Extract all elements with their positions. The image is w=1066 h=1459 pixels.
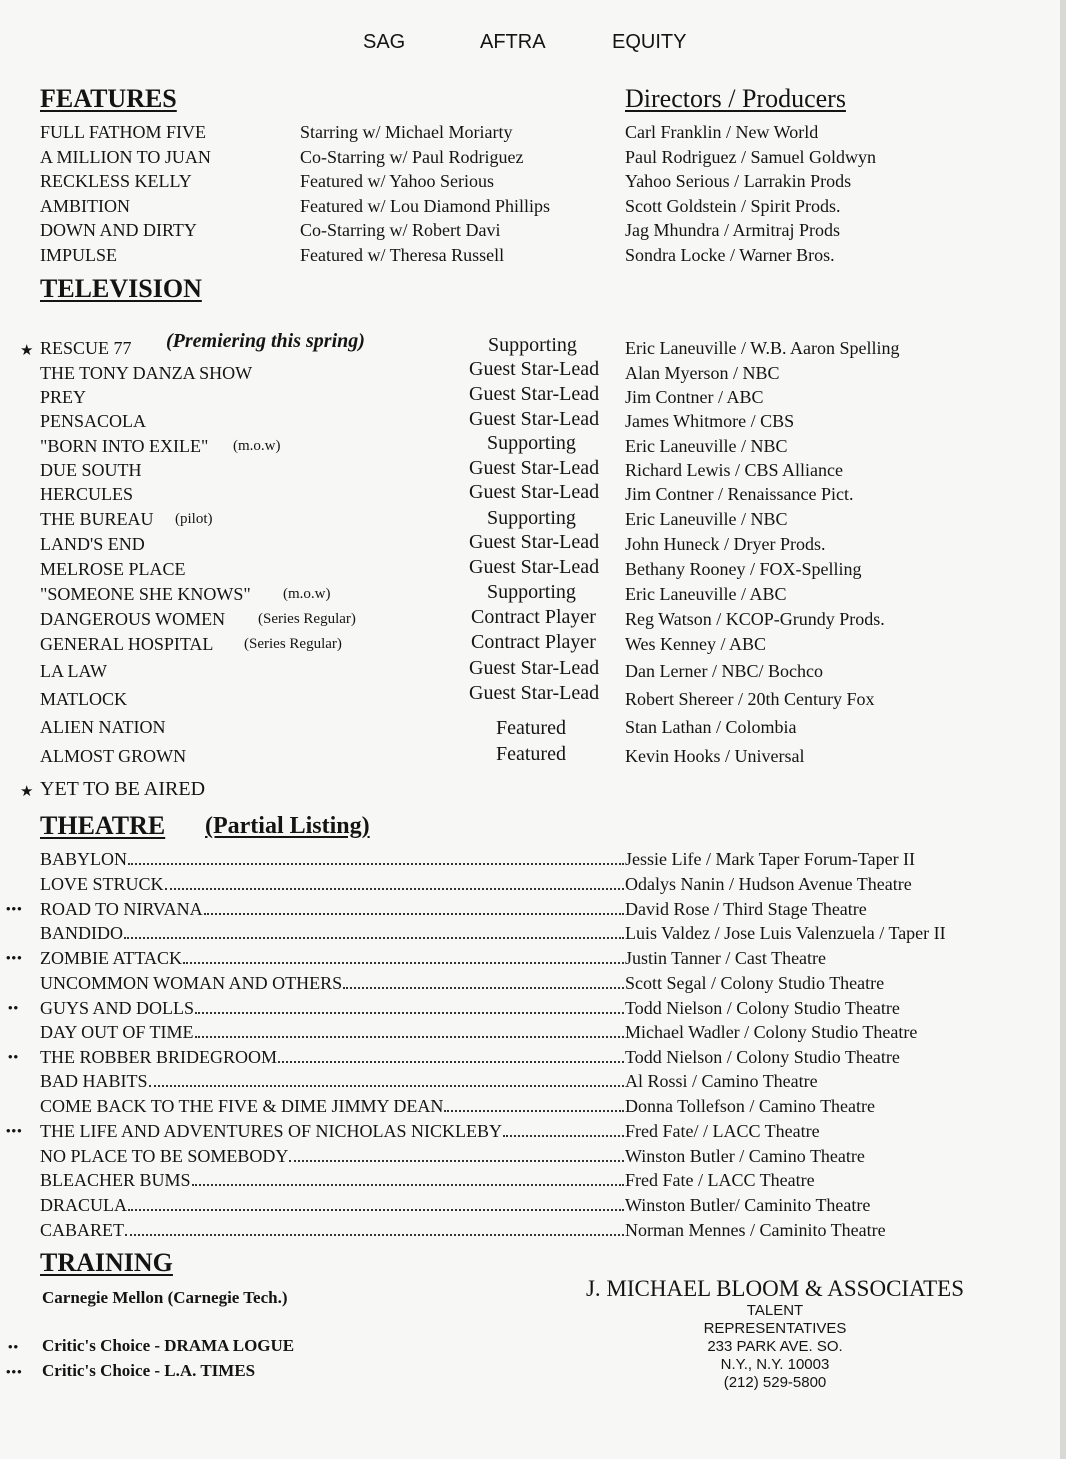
theatre-row — [40, 997, 625, 1019]
tv-title: DUE SOUTH — [40, 460, 142, 480]
theatre-director: Winston Butler / Camino Theatre — [625, 1146, 865, 1166]
dot-leader — [192, 1184, 624, 1186]
tv-title: ALIEN NATION — [40, 717, 166, 737]
critic-mark: ••• — [6, 901, 23, 916]
award-la-times: Critic's Choice - L.A. TIMES — [42, 1361, 256, 1380]
feature-title: DOWN AND DIRTY — [40, 220, 197, 240]
tv-director: James Whitmore / CBS — [625, 411, 795, 431]
tv-role: Featured — [496, 717, 566, 739]
tv-role: Guest Star-Lead — [469, 457, 600, 479]
tv-title: "BORN INTO EXILE" — [40, 436, 209, 456]
tv-title: THE BUREAU — [40, 509, 154, 529]
theatre-row — [40, 1095, 625, 1117]
tv-director: Kevin Hooks / Universal — [625, 746, 805, 766]
feature-director: Jag Mhundra / Armitraj Prods — [625, 220, 840, 240]
theatre-title: UNCOMMON WOMAN AND OTHERS — [40, 973, 343, 993]
agency-phone: (212) 529-5800 — [723, 1374, 827, 1391]
theatre-subheading: (Partial Listing) — [205, 813, 370, 839]
theatre-row — [40, 1219, 625, 1241]
theatre-director: Fred Fate / LACC Theatre — [625, 1170, 815, 1190]
theatre-title: THE LIFE AND ADVENTURES OF NICHOLAS NICKLEBY — [40, 1121, 502, 1141]
directors-producers-heading: Directors / Producers — [625, 84, 846, 113]
theatre-title: COME BACK TO THE FIVE & DIME JIMMY DEAN — [40, 1096, 444, 1116]
theatre-title: NO PLACE TO BE SOMEBODY — [40, 1146, 289, 1166]
dot-leader — [444, 1110, 624, 1112]
tv-director: Eric Laneuville / NBC — [625, 509, 788, 529]
tv-director: Dan Lerner / NBC/ Bochco — [625, 661, 823, 681]
tv-title: DANGEROUS WOMEN — [40, 609, 226, 629]
theatre-director: Al Rossi / Camino Theatre — [625, 1071, 818, 1091]
tv-director: Eric Laneuville / ABC — [625, 584, 787, 604]
feature-role: Featured w/ Yahoo Serious — [300, 171, 494, 191]
tv-note: (Series Regular) — [244, 636, 342, 652]
theatre-row — [40, 1145, 625, 1167]
tv-director: Reg Watson / KCOP-Grundy Prods. — [625, 609, 885, 629]
theatre-director: Michael Wadler / Colony Studio Theatre — [625, 1022, 918, 1042]
tv-role: Guest Star-Lead — [469, 657, 600, 679]
tv-title: THE TONY DANZA SHOW — [40, 363, 253, 383]
critic-mark: ••• — [6, 1123, 23, 1138]
training-heading: TRAINING — [40, 1248, 173, 1277]
theatre-title: CABARET — [40, 1220, 125, 1240]
dot-leader — [128, 1209, 624, 1211]
feature-director: Paul Rodriguez / Samuel Goldwyn — [625, 147, 876, 167]
theatre-title: GUYS AND DOLLS — [40, 998, 195, 1018]
tv-title: LAND'S END — [40, 534, 145, 554]
feature-role: Featured w/ Theresa Russell — [300, 245, 505, 265]
television-heading: TELEVISION — [40, 274, 202, 303]
award-drama-logue: Critic's Choice - DRAMA LOGUE — [42, 1336, 295, 1355]
agency-city: N.Y., N.Y. 10003 — [720, 1356, 830, 1373]
star-icon: ★ — [20, 343, 34, 359]
theatre-director: Scott Segal / Colony Studio Theatre — [625, 973, 885, 993]
theatre-title: BLEACHER BUMS — [40, 1170, 191, 1190]
theatre-row — [40, 922, 625, 944]
tv-role: Guest Star-Lead — [469, 682, 600, 704]
tv-title: RESCUE 77 — [40, 338, 132, 358]
tv-title: GENERAL HOSPITAL — [40, 634, 214, 654]
feature-title: RECKLESS KELLY — [40, 171, 192, 191]
tv-role: Guest Star-Lead — [469, 383, 600, 405]
theatre-director: Donna Tollefson / Camino Theatre — [625, 1096, 876, 1116]
tv-title: ALMOST GROWN — [40, 746, 187, 766]
theatre-row — [40, 972, 625, 994]
theatre-director: Luis Valdez / Jose Luis Valenzuela / Taper II — [625, 923, 946, 943]
tv-role: Supporting — [488, 334, 577, 356]
feature-role: Featured w/ Lou Diamond Phillips — [300, 196, 550, 216]
tv-title: PREY — [40, 387, 87, 407]
feature-title: FULL FATHOM FIVE — [40, 122, 207, 142]
tv-role: Guest Star-Lead — [469, 556, 600, 578]
dot-leader — [124, 937, 624, 939]
feature-role: Starring w/ Michael Moriarty — [300, 122, 513, 142]
theatre-title: ZOMBIE ATTACK — [40, 948, 183, 968]
tv-title: PENSACOLA — [40, 411, 147, 431]
tv-title: "SOMEONE SHE KNOWS" — [40, 584, 251, 604]
tv-note: (m.o.w) — [283, 586, 331, 602]
tv-title: HERCULES — [40, 484, 134, 504]
dot-leader — [125, 1234, 624, 1236]
union-sag: SAG — [363, 31, 406, 53]
tv-director: Jim Contner / Renaissance Pict. — [625, 484, 854, 504]
feature-title: IMPULSE — [40, 245, 118, 265]
theatre-row — [40, 898, 625, 920]
dot-leader — [149, 1085, 624, 1087]
agency-name: J. MICHAEL BLOOM & ASSOCIATES — [585, 1276, 965, 1301]
theatre-row — [40, 1120, 625, 1142]
yet-to-be-aired-note: YET TO BE AIRED — [40, 778, 206, 800]
tv-director: Eric Laneuville / NBC — [625, 436, 788, 456]
dot-leader — [503, 1135, 624, 1137]
theatre-row — [40, 1194, 625, 1216]
tv-title: MELROSE PLACE — [40, 559, 186, 579]
theatre-director: Fred Fate/ / LACC Theatre — [625, 1121, 820, 1141]
feature-director: Carl Franklin / New World — [625, 122, 819, 142]
tv-director: Alan Myerson / NBC — [625, 363, 780, 383]
critic-mark: ••• — [6, 1364, 23, 1379]
tv-director: Robert Shereer / 20th Century Fox — [625, 689, 875, 709]
theatre-director: Justin Tanner / Cast Theatre — [625, 948, 827, 968]
agency-line: REPRESENTATIVES — [703, 1320, 847, 1337]
theatre-title: BABYLON — [40, 849, 128, 869]
tv-role: Supporting — [487, 507, 576, 529]
tv-role: Featured — [496, 743, 566, 765]
critic-mark: ••• — [6, 950, 23, 965]
dot-leader — [343, 987, 624, 989]
tv-title: MATLOCK — [40, 689, 128, 709]
premiere-note: (Premiering this spring) — [166, 330, 365, 352]
dot-leader — [195, 1036, 624, 1038]
feature-role: Co-Starring w/ Robert Davi — [300, 220, 501, 240]
tv-director: Eric Laneuville / W.B. Aaron Spelling — [625, 338, 900, 358]
tv-role: Supporting — [487, 581, 576, 603]
critic-mark: •• — [8, 1339, 20, 1354]
theatre-row — [40, 1021, 625, 1043]
tv-role: Guest Star-Lead — [469, 358, 600, 380]
theatre-title: LOVE STRUCK — [40, 874, 164, 894]
theatre-director: Odalys Nanin / Hudson Avenue Theatre — [625, 874, 912, 894]
theatre-row — [40, 1046, 625, 1068]
agency-address: 233 PARK AVE. SO. — [707, 1338, 843, 1355]
theatre-director: Winston Butler/ Caminito Theatre — [625, 1195, 871, 1215]
dot-leader — [289, 1160, 624, 1162]
critic-mark: •• — [8, 1049, 20, 1064]
tv-director: Stan Lathan / Colombia — [625, 717, 797, 737]
theatre-title: BANDIDO — [40, 923, 123, 943]
dot-leader — [183, 962, 624, 964]
star-icon: ★ — [20, 784, 34, 800]
training-school: Carnegie Mellon (Carnegie Tech.) — [42, 1288, 288, 1307]
theatre-director: Norman Mennes / Caminito Theatre — [625, 1220, 886, 1240]
theatre-title: DAY OUT OF TIME — [40, 1022, 194, 1042]
theatre-row — [40, 947, 625, 969]
feature-director: Yahoo Serious / Larrakin Prods — [625, 171, 852, 191]
dot-leader — [165, 888, 624, 890]
features-heading: FEATURES — [40, 84, 177, 113]
tv-role: Guest Star-Lead — [469, 481, 600, 503]
tv-role: Guest Star-Lead — [469, 408, 600, 430]
tv-note: (Series Regular) — [258, 611, 356, 627]
tv-director: Bethany Rooney / FOX-Spelling — [625, 559, 862, 579]
tv-director: Jim Contner / ABC — [625, 387, 764, 407]
theatre-row — [40, 848, 625, 870]
feature-director: Sondra Locke / Warner Bros. — [625, 245, 835, 265]
tv-role: Contract Player — [471, 631, 596, 653]
tv-note: (m.o.w) — [233, 438, 281, 454]
union-equity: EQUITY — [612, 31, 687, 53]
theatre-director: Jessie Life / Mark Taper Forum-Taper II — [625, 849, 916, 869]
agency-block — [560, 1276, 990, 1392]
feature-role: Co-Starring w/ Paul Rodriguez — [300, 147, 524, 167]
union-aftra: AFTRA — [480, 31, 546, 53]
theatre-title: ROAD TO NIRVANA — [40, 899, 203, 919]
critic-mark: •• — [8, 1000, 20, 1015]
agency-line: TALENT — [746, 1302, 804, 1319]
tv-title: LA LAW — [40, 661, 108, 681]
feature-title: AMBITION — [40, 196, 130, 216]
theatre-row — [40, 873, 625, 895]
tv-director: Wes Kenney / ABC — [625, 634, 767, 654]
tv-director: Richard Lewis / CBS Alliance — [625, 460, 843, 480]
tv-note: (pilot) — [175, 511, 213, 527]
theatre-title: BAD HABITS — [40, 1071, 148, 1091]
tv-role: Contract Player — [471, 606, 596, 628]
feature-title: A MILLION TO JUAN — [40, 147, 211, 167]
theatre-row — [40, 1169, 625, 1191]
theatre-row — [40, 1070, 625, 1092]
theatre-director: Todd Nielson / Colony Studio Theatre — [625, 1047, 900, 1067]
dot-leader — [204, 913, 624, 915]
theatre-director: David Rose / Third Stage Theatre — [625, 899, 867, 919]
dot-leader — [128, 863, 624, 865]
dot-leader — [278, 1061, 624, 1063]
tv-role: Supporting — [487, 432, 576, 454]
feature-director: Scott Goldstein / Spirit Prods. — [625, 196, 841, 216]
theatre-title: THE ROBBER BRIDEGROOM — [40, 1047, 278, 1067]
tv-director: John Huneck / Dryer Prods. — [625, 534, 826, 554]
theatre-heading: THEATRE — [40, 811, 166, 840]
theatre-director: Todd Nielson / Colony Studio Theatre — [625, 998, 900, 1018]
dot-leader — [195, 1012, 624, 1014]
theatre-title: DRACULA — [40, 1195, 128, 1215]
tv-role: Guest Star-Lead — [469, 531, 600, 553]
page-edge — [1060, 0, 1066, 1459]
